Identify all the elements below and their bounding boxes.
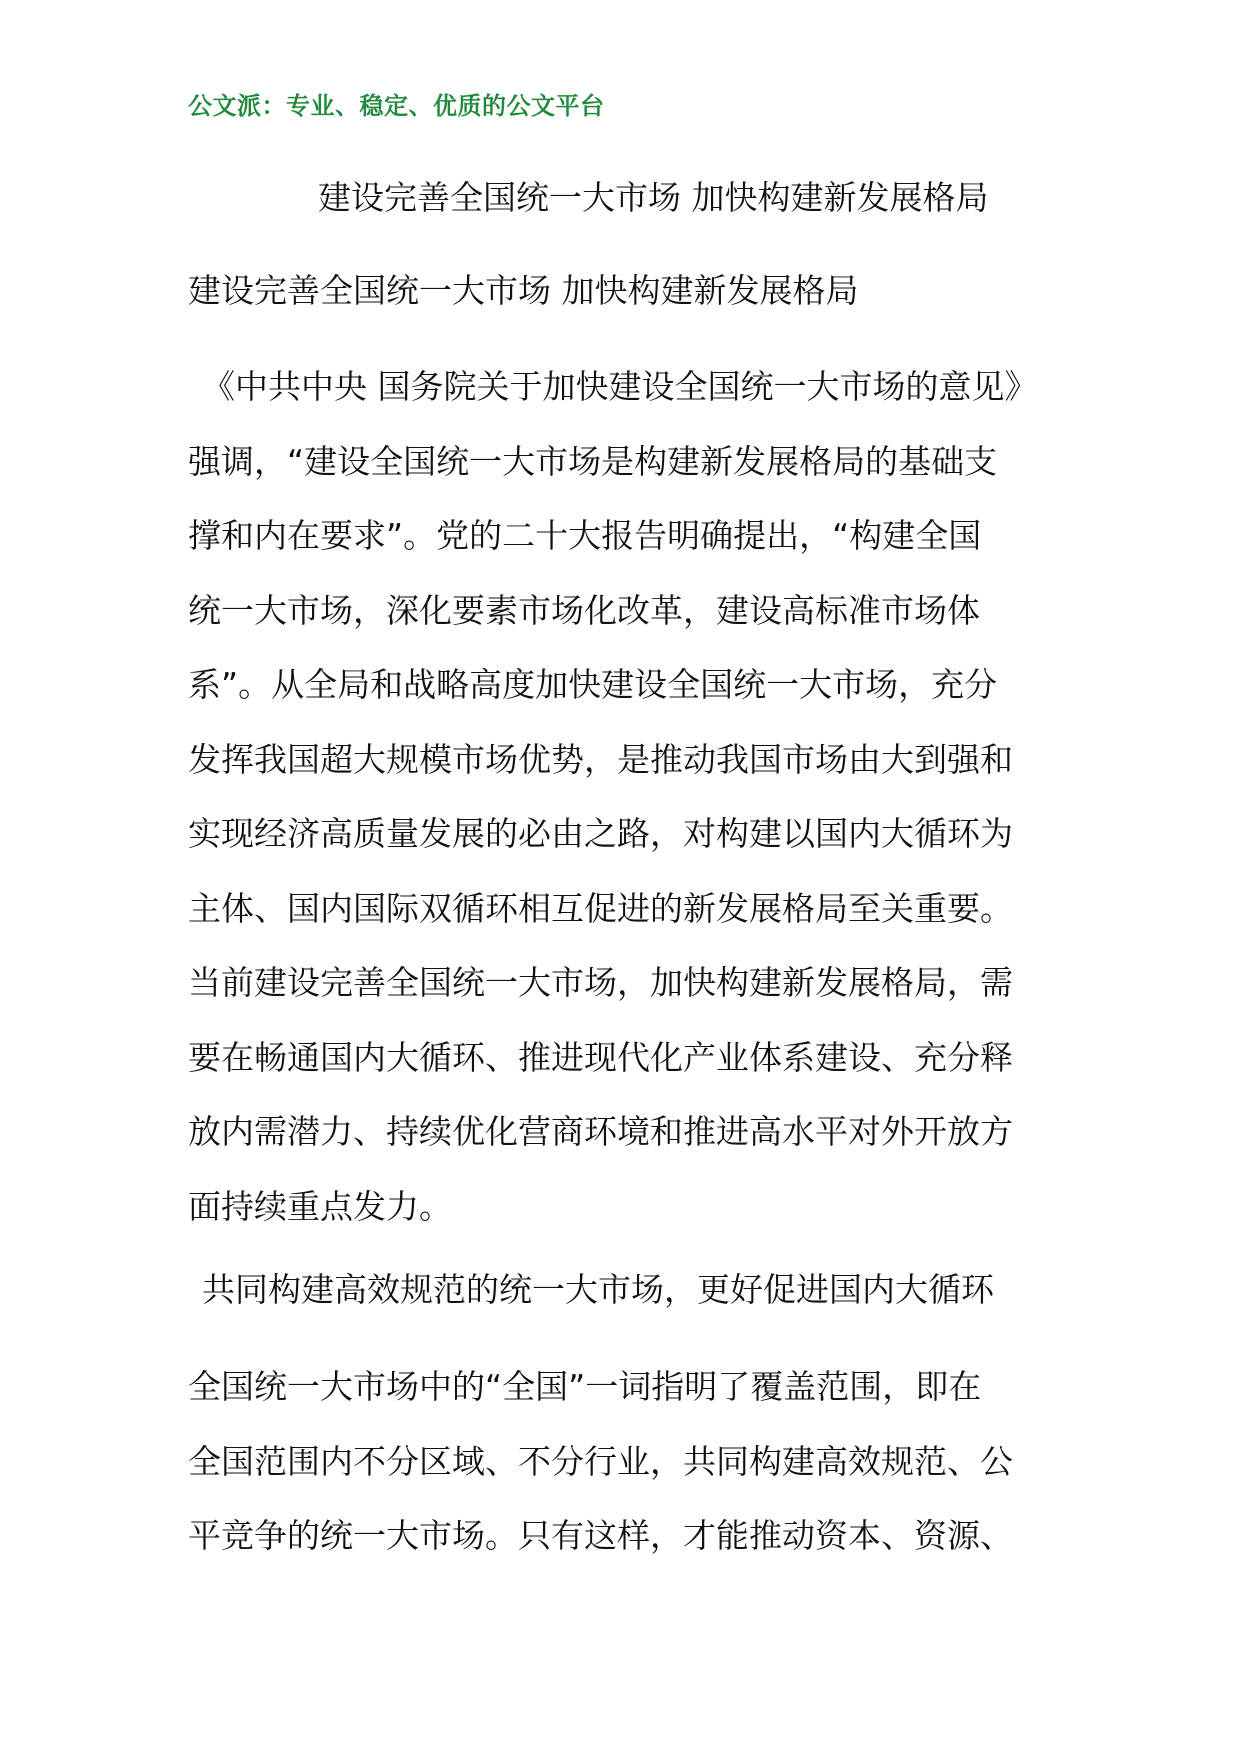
paragraph-line: 统一大市场，深化要素市场化改革，建设高标准市场体 <box>188 590 980 630</box>
paragraph-line: 当前建设完善全国统一大市场，加快构建新发展格局，需 <box>188 963 1013 1002</box>
paragraph-line: 放内需潜力、持续优化营商环境和推进高水平对外开放方 <box>188 1112 1013 1151</box>
section-heading: 共同构建高效规范的统一大市场，更好促进国内大循环 <box>202 1270 994 1309</box>
paragraph-line: 全国统一大市场中的“全国”一词指明了覆盖范围，即在 <box>188 1367 982 1406</box>
paragraph-line: 主体、国内国际双循环相互促进的新发展格局至关重要。 <box>188 888 1013 928</box>
paragraph-line: 撑和内在要求”。党的二十大报告明确提出，“构建全国 <box>188 516 982 555</box>
document-subtitle: 建设完善全国统一大市场 加快构建新发展格局 <box>188 271 859 310</box>
paragraph-line: 要在畅通国内大循环、推进现代化产业体系建设、充分释 <box>188 1037 1013 1077</box>
paragraph-line: 系”。从全局和战略高度加快建设全国统一大市场，充分 <box>188 665 998 704</box>
body-paragraph-1 <box>188 350 1058 1244</box>
paragraph-line: 《中共中央 国务院关于加快建设全国统一大市场的意见》 <box>202 367 1038 406</box>
paragraph-line: 平竞争的统一大市场。只有这样，才能推动资本、资源、 <box>188 1516 1013 1555</box>
paragraph-line: 全国范围内不分区域、不分行业，共同构建高效规范、公 <box>188 1441 1013 1481</box>
paragraph-line: 强调，“建设全国统一大市场是构建新发展格局的基础支 <box>188 441 998 481</box>
paragraph-line: 面持续重点发力。 <box>188 1186 452 1226</box>
paragraph-line: 发挥我国超大规模市场优势，是推动我国市场由大到强和 <box>188 739 1013 779</box>
document-title: 建设完善全国统一大市场 加快构建新发展格局 <box>318 178 989 217</box>
paragraph-line: 实现经济高质量发展的必由之路，对构建以国内大循环为 <box>188 814 1013 853</box>
brand-header: 公文派：专业、稳定、优质的公文平台 <box>188 92 605 120</box>
body-paragraph-2 <box>188 1350 1058 1574</box>
